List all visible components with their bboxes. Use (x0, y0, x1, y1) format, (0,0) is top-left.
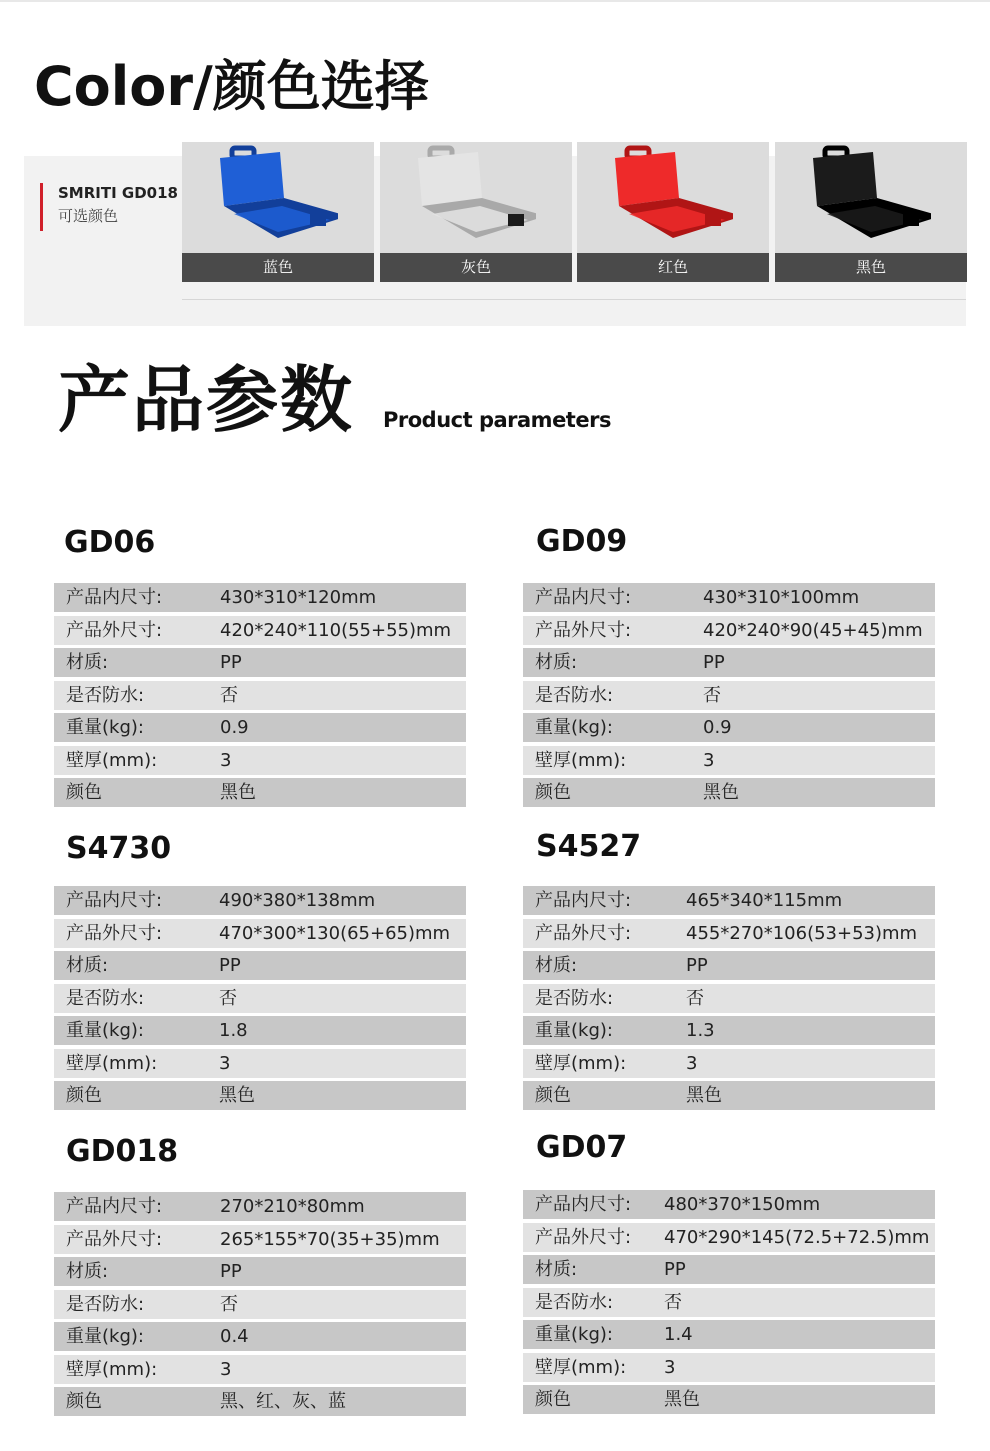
spec-row (523, 713, 935, 742)
spec-row (523, 778, 935, 807)
spec-key: 颜色 (66, 1391, 102, 1412)
spec-value: PP (703, 652, 725, 673)
spec-value: 黑色 (686, 1085, 722, 1106)
product-title: S4730 (66, 831, 172, 866)
spec-key: 壁厚(mm): (535, 1356, 627, 1378)
spec-key: 重量(kg): (66, 1326, 144, 1347)
spec-value: PP (220, 1261, 242, 1282)
spec-value: 否 (664, 1291, 682, 1313)
spec-row (523, 1190, 935, 1219)
product-title: S4527 (536, 829, 642, 864)
swatch-label-blue: 蓝色 (182, 253, 374, 282)
spec-value: 265*155*70(35+35)mm (220, 1228, 440, 1250)
spec-key: 材质: (66, 652, 109, 673)
spec-key: 材质: (535, 652, 578, 673)
spec-key: 颜色 (535, 1389, 571, 1410)
spec-table (54, 583, 466, 811)
top-divider (0, 0, 990, 2)
spec-row (523, 746, 935, 775)
case-image-red (613, 144, 733, 250)
spec-row (523, 1255, 935, 1284)
spec-value: 黑色 (219, 1085, 255, 1106)
spec-row (54, 648, 466, 677)
spec-row (523, 1049, 935, 1078)
spec-key: 产品内尺寸: (535, 890, 632, 911)
spec-value: PP (664, 1259, 686, 1280)
spec-key: 是否防水: (535, 1291, 614, 1313)
spec-key: 材质: (535, 1259, 578, 1280)
spec-row (54, 616, 466, 645)
spec-row (523, 919, 935, 948)
product-title: GD09 (536, 524, 628, 559)
swatch-gray[interactable] (380, 142, 572, 282)
spec-key: 产品内尺寸: (535, 1194, 632, 1215)
spec-key: 颜色 (535, 782, 571, 803)
swatch-red[interactable] (577, 142, 769, 282)
spec-row (54, 951, 466, 980)
spec-value: 3 (664, 1356, 676, 1378)
spec-value: 3 (220, 749, 232, 771)
spec-key: 重量(kg): (66, 1020, 144, 1041)
spec-value: 否 (220, 1293, 238, 1315)
spec-value: 黑色 (220, 782, 256, 803)
spec-value: 1.4 (664, 1324, 693, 1345)
swatch-label-black: 黑色 (775, 253, 967, 282)
spec-value: 470*290*145(72.5+72.5)mm (664, 1226, 930, 1248)
brand-box (40, 183, 178, 231)
spec-table (54, 886, 466, 1114)
brand-subtitle: 可选颜色 (58, 207, 119, 225)
spec-value: 430*310*100mm (703, 587, 860, 608)
product-title: GD06 (64, 525, 156, 560)
spec-row (54, 713, 466, 742)
spec-value: 490*380*138mm (219, 890, 376, 911)
spec-key: 重量(kg): (66, 717, 144, 738)
spec-key: 是否防水: (66, 1293, 145, 1315)
spec-value: PP (686, 955, 708, 976)
spec-key: 产品内尺寸: (535, 587, 632, 608)
spec-value: 3 (686, 1052, 698, 1074)
product-title: GD07 (536, 1130, 628, 1165)
spec-key: 产品外尺寸: (535, 619, 632, 641)
spec-value: 455*270*106(53+53)mm (686, 922, 918, 944)
case-image-black (811, 144, 931, 250)
spec-row (54, 1290, 466, 1319)
spec-row (523, 681, 935, 710)
swatch-label-red: 红色 (577, 253, 769, 282)
spec-key: 壁厚(mm): (535, 749, 627, 771)
spec-row (523, 886, 935, 915)
spec-value: 否 (703, 684, 721, 706)
spec-value: PP (220, 652, 242, 673)
product-title: GD018 (66, 1134, 179, 1169)
spec-key: 是否防水: (535, 987, 614, 1009)
spec-key: 是否防水: (535, 684, 614, 706)
spec-key: 材质: (535, 955, 578, 976)
spec-table (523, 583, 935, 811)
spec-value: 480*370*150mm (664, 1194, 821, 1215)
spec-value: 0.4 (220, 1326, 249, 1347)
spec-row (523, 984, 935, 1013)
case-image-blue (218, 144, 338, 250)
spec-row (523, 951, 935, 980)
spec-value: PP (219, 955, 241, 976)
case-image-gray (416, 144, 536, 250)
spec-value: 否 (219, 987, 237, 1009)
spec-row (54, 681, 466, 710)
spec-key: 重量(kg): (535, 1324, 613, 1345)
spec-key: 是否防水: (66, 684, 145, 706)
swatch-black[interactable] (775, 142, 967, 282)
spec-value: 0.9 (220, 717, 249, 738)
spec-value: 0.9 (703, 717, 732, 738)
spec-value: 黑色 (664, 1389, 700, 1410)
spec-row (523, 1385, 935, 1414)
spec-row (523, 1223, 935, 1252)
spec-row (54, 1016, 466, 1045)
panel-divider (182, 299, 966, 300)
color-section-title: Color/颜色选择 (34, 55, 429, 118)
spec-key: 产品外尺寸: (535, 922, 632, 944)
spec-key: 是否防水: (66, 987, 145, 1009)
spec-key: 材质: (66, 1261, 109, 1282)
spec-value: 否 (220, 684, 238, 706)
brand-name: SMRITI GD018 (58, 184, 178, 202)
spec-key: 产品内尺寸: (66, 587, 163, 608)
spec-value: 3 (220, 1358, 232, 1380)
spec-row (54, 1049, 466, 1078)
spec-value: 否 (686, 987, 704, 1009)
spec-key: 颜色 (66, 782, 102, 803)
spec-key: 产品外尺寸: (66, 619, 163, 641)
params-subtitle: Product parameters (383, 408, 611, 432)
spec-key: 材质: (66, 955, 109, 976)
spec-table (54, 1192, 466, 1420)
color-swatches (182, 142, 966, 282)
swatch-blue[interactable] (182, 142, 374, 282)
spec-key: 产品外尺寸: (535, 1226, 632, 1248)
spec-value: 1.3 (686, 1020, 715, 1041)
spec-value: 465*340*115mm (686, 890, 843, 911)
spec-value: 1.8 (219, 1020, 248, 1041)
spec-row (523, 1016, 935, 1045)
spec-value: 3 (219, 1052, 231, 1074)
spec-key: 壁厚(mm): (66, 1358, 158, 1380)
spec-row (54, 919, 466, 948)
spec-value: 270*210*80mm (220, 1196, 365, 1217)
spec-row (54, 1322, 466, 1351)
spec-key: 重量(kg): (535, 1020, 613, 1041)
spec-row (54, 1355, 466, 1384)
spec-key: 壁厚(mm): (535, 1052, 627, 1074)
spec-value: 黑、红、灰、蓝 (220, 1391, 346, 1412)
spec-row (523, 583, 935, 612)
spec-row (54, 1225, 466, 1254)
spec-row (523, 648, 935, 677)
spec-value: 420*240*90(45+45)mm (703, 619, 923, 641)
spec-value: 3 (703, 749, 715, 771)
spec-key: 重量(kg): (535, 717, 613, 738)
spec-row (523, 1081, 935, 1110)
spec-row (54, 886, 466, 915)
spec-key: 壁厚(mm): (66, 749, 158, 771)
spec-row (523, 1353, 935, 1382)
spec-key: 颜色 (66, 1085, 102, 1106)
spec-row (523, 1288, 935, 1317)
spec-row (54, 984, 466, 1013)
swatch-label-gray: 灰色 (380, 253, 572, 282)
spec-row (54, 1081, 466, 1110)
spec-table (523, 1190, 935, 1418)
spec-value: 470*300*130(65+65)mm (219, 922, 451, 944)
spec-row (54, 583, 466, 612)
spec-key: 颜色 (535, 1085, 571, 1106)
spec-value: 420*240*110(55+55)mm (220, 619, 452, 641)
spec-row (54, 1257, 466, 1286)
spec-key: 产品内尺寸: (66, 890, 163, 911)
spec-row (523, 616, 935, 645)
spec-key: 产品外尺寸: (66, 1228, 163, 1250)
spec-row (54, 746, 466, 775)
spec-table (523, 886, 935, 1114)
spec-value: 430*310*120mm (220, 587, 377, 608)
spec-key: 产品外尺寸: (66, 922, 163, 944)
spec-row (54, 778, 466, 807)
spec-row (54, 1387, 466, 1416)
spec-key: 产品内尺寸: (66, 1196, 163, 1217)
spec-row (54, 1192, 466, 1221)
params-title: 产品参数 (58, 358, 355, 442)
spec-row (523, 1320, 935, 1349)
spec-key: 壁厚(mm): (66, 1052, 158, 1074)
spec-value: 黑色 (703, 782, 739, 803)
